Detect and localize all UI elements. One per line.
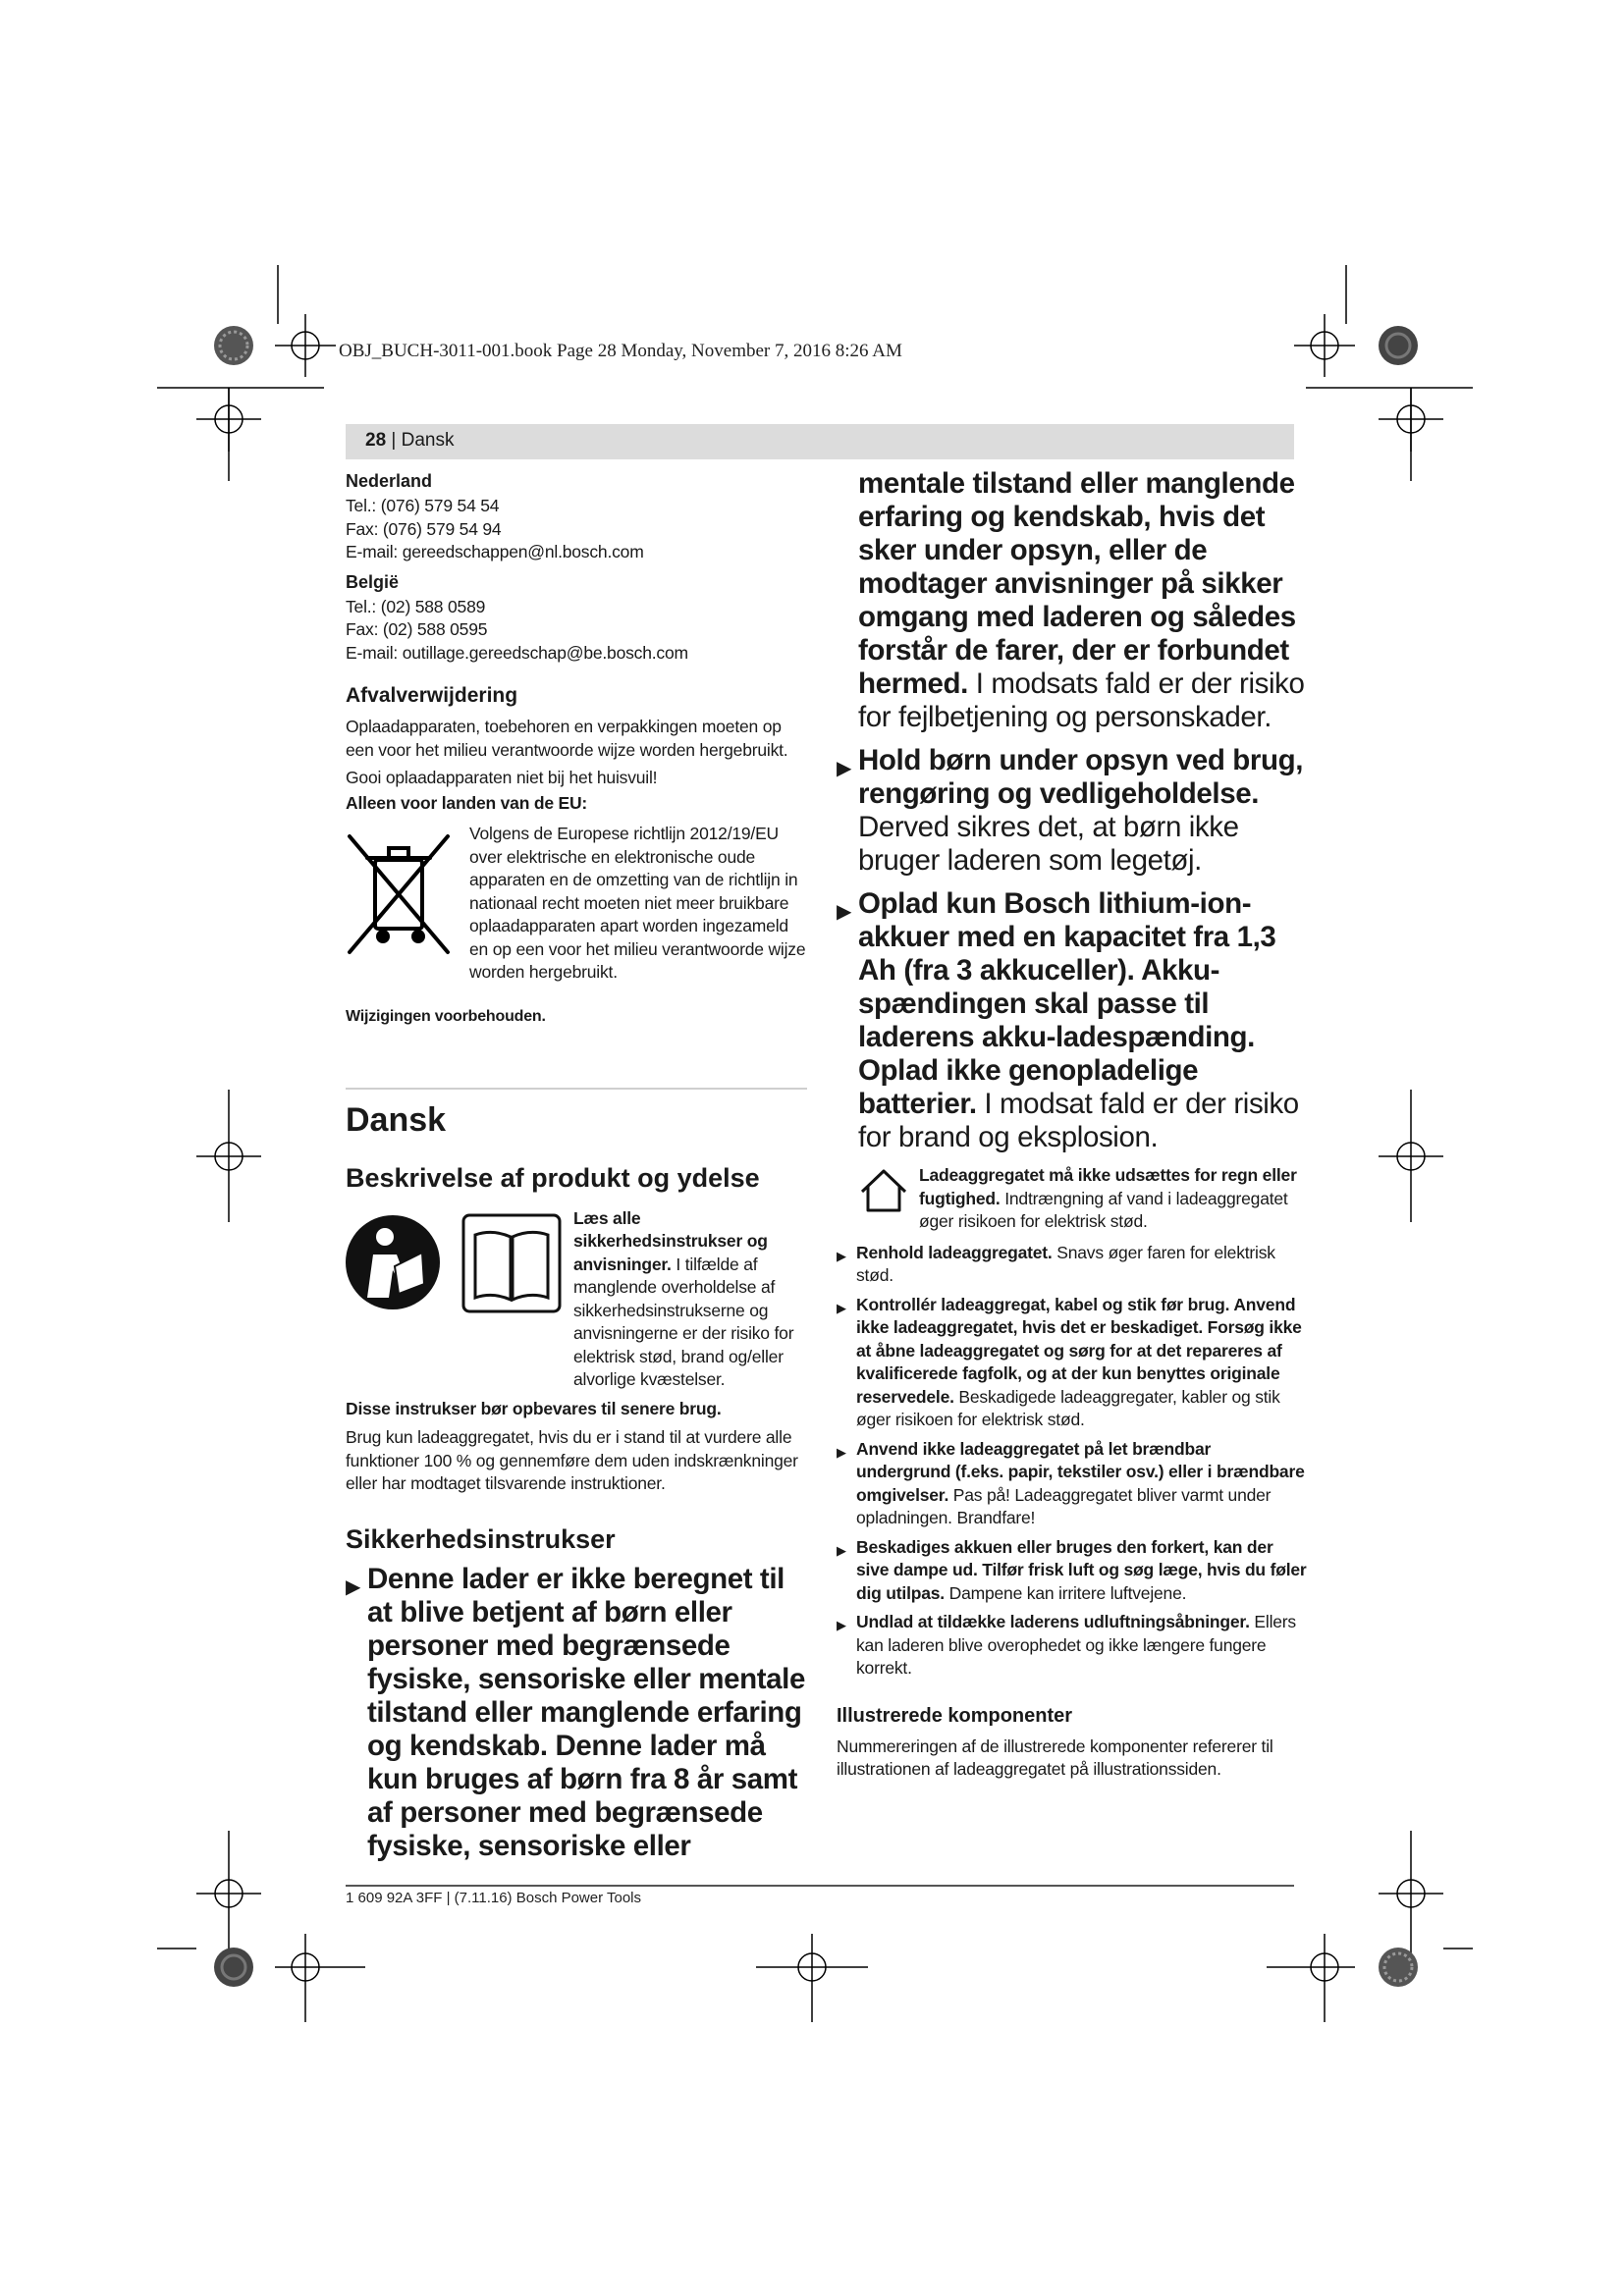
right-column (837, 467, 1308, 1782)
bullet-oplad (837, 887, 1308, 1154)
nl-fax: Fax: (076) 579 54 94 (346, 518, 502, 539)
eu-heading: Alleen voor landen van de EU: (346, 792, 588, 813)
eu-directive-text: Volgens de Europese richtlijn 2012/19/EU over elektrische en elektronische oude apparaten en de omzetting van de richtlijn in nationaal recht moeten niet meer bruikbare oplaadapparaten apart worden ingezameld en op een voor het milieu verantwoorde wijze worden hergebruikt. (469, 824, 806, 982)
file-slug: OBJ_BUCH-3011-001.book Page 28 Monday, November 7, 2016 8:26 AM (339, 341, 902, 361)
safety-notice (346, 1207, 807, 1392)
disse-instrukser: Disse instrukser bør opbevares til senere brug. (346, 1398, 722, 1418)
be-fax: Fax: (02) 588 0595 (346, 619, 488, 639)
besk-text: Dampene kan irritere luftvejene. (944, 1582, 1187, 1603)
illustrerede-heading: Illustrerede komponenter (837, 1704, 1073, 1727)
header-language: Dansk (401, 430, 455, 451)
nl-title: Nederland (346, 471, 433, 491)
undlad-text: Ellers kan laderen blive overophedet og ikke længere fungere korrekt. (856, 1612, 1296, 1678)
bullet-arrow-icon: ▶ (837, 1300, 846, 1315)
afval-p1: Oplaadapparaten, toebehoren en verpakkingen moeten op een voor het milieu verantwoorde wijze worden hergebruikt. (346, 717, 788, 760)
be-email: E-mail: outillage.gereedschap@be.bosch.com (346, 642, 688, 663)
bullet-beskadiges (837, 1536, 1308, 1606)
regn-text: Indtrængning af vand i ladeaggregatet øger risikoen for elektrisk stød. (919, 1188, 1288, 1231)
afval-p2: Gooi oplaadapparaten niet bij het huisvuil! (346, 768, 658, 787)
undlad-bold: Undlad at tildække laderens udluftningsåbninger. (856, 1612, 1250, 1631)
indoor-only-notice (837, 1164, 1308, 1234)
be-title: België (346, 571, 400, 592)
indoor-house-icon (858, 1168, 909, 1213)
besk-bold: Beskadiges akkuen eller bruges den forkert, kan der sive dampe ud. Tilfør frisk luft og søg læge, hvis du føler dig utilpas. (856, 1536, 1307, 1603)
page-header (346, 424, 1294, 459)
bullet-renhold (837, 1242, 1308, 1288)
weee-block (346, 823, 807, 988)
hold-bold: Hold børn under opsyn ved brug, rengøring og vedligeholdelse. (858, 744, 1304, 810)
cont-text: I modsats fald er der risiko for fejlbetjening og personskader. (858, 667, 1305, 733)
illustrerede-text: Nummereringen af de illustrerede komponenter refererer til illustrationen af ladeaggregatet på illustrationssiden. (837, 1735, 1273, 1779)
sikkerhed-heading: Sikkerhedsinstrukser (346, 1523, 616, 1554)
nl-tel: Tel.: (076) 579 54 54 (346, 496, 500, 515)
wijzigingen: Wijzigingen voorbehouden. (346, 1008, 546, 1025)
renhold-bold: Renhold ladeaggregatet. (856, 1242, 1053, 1262)
anvend-text: Pas på! Ladeaggregatet bliver varmt under opladningen. Brandfare! (856, 1484, 1272, 1527)
weee-bin-icon (346, 830, 454, 958)
be-tel: Tel.: (02) 588 0589 (346, 596, 486, 616)
bullet-undlad (837, 1611, 1308, 1681)
left-column (346, 469, 807, 1863)
nl-email: E-mail: gereedschappen@nl.bosch.com (346, 542, 644, 561)
beskrivelse-heading: Beskrivelse af produkt og ydelse (346, 1162, 760, 1193)
bullet-hold (837, 744, 1308, 878)
bullet-children-text: Denne lader er ikke beregnet til at blive betjent af børn eller personer med begrænsede fysiske, sensoriske eller mentale tilstand eller manglende erfaring og kendskab. Denne lader må kun bruges af børn fra 8 år samt af personer med begrænsede fysiske, sensoriske eller (367, 1562, 805, 1862)
bullet-arrow-icon: ▶ (837, 1618, 846, 1632)
bullet-anvend (837, 1438, 1308, 1530)
continued-paragraph (837, 467, 1308, 734)
read-manual-person-icon (346, 1215, 440, 1309)
oplad-bold: Oplad kun Bosch lithium-ion-akkuer med en kapacitet fra 1,3 Ah (fra 3 akkuceller). Akku-spændingen skal passe til laderens akku-ladespænding. Oplad ikke genopladelige batterier. (858, 887, 1276, 1120)
bullet-arrow-icon: ▶ (837, 758, 851, 779)
kontr-text: Beskadigede ladeaggregater, kabler og stik øger risikoen for elektrisk stød. (856, 1386, 1280, 1429)
bullet-arrow-icon: ▶ (837, 1248, 846, 1263)
kontr-bold: Kontrollér ladeaggregat, kabel og stik før brug. Anvend ikke ladeaggregatet, hvis det er beskadiget. Forsøg ikke at åbne ladeaggregatet og sørg for at det repareres af kvalificerede fagfolk, og at der kun benyttes originale reservedele. (856, 1294, 1302, 1407)
laes-bold: Læs alle sikkerhedsinstrukser og anvisninger. (573, 1207, 768, 1274)
hold-text: Derved sikres det, at børn ikke bruger laderen som legetøj. (858, 811, 1239, 877)
page-header-text (365, 430, 455, 452)
bullet-arrow-icon: ▶ (837, 901, 851, 923)
regn-bold: Ladeaggregatet må ikke udsættes for regn eller fugtighed. (919, 1165, 1297, 1208)
footer-text: 1 609 92A 3FF | (7.11.16) Bosch Power Tools (346, 1890, 642, 1906)
open-book-icon (463, 1215, 560, 1311)
laes-text: I tilfælde af manglende overholdelse af sikkerhedsinstrukserne og anvisningerne er der risiko for elektrisk stød, brand og/eller alvorlige kvæstelser. (573, 1254, 794, 1389)
page-number: 28 (365, 430, 387, 451)
header-separator: | (386, 430, 402, 451)
bullet-arrow-icon: ▶ (346, 1575, 360, 1598)
section-rule (346, 1088, 807, 1090)
afval-heading: Afvalverwijdering (346, 684, 518, 707)
cont-bold: mentale tilstand eller manglende erfaring og kendskab, hvis det sker under opsyn, eller de modtager anvisninger på sikker omgang med laderen og således forstår de farer, der er forbundet hermed. (858, 467, 1296, 700)
anvend-bold: Anvend ikke ladeaggregatet på let brændbar undergrund (f.eks. papir, tekstiler osv.) eller i brændbare omgivelser. (856, 1438, 1305, 1505)
read-manual-icons (346, 1211, 564, 1317)
laes-paragraph (573, 1207, 807, 1392)
brug-paragraph: Brug kun ladeaggregatet, hvis du er i stand til at vurdere alle funktioner 100 % og gennemføre dem uden indskrænkninger eller har modtaget tilsvarende instruktioner. (346, 1427, 798, 1493)
bullet-arrow-icon: ▶ (837, 1444, 846, 1460)
oplad-text: I modsat fald er der risiko for brand og eksplosion. (858, 1088, 1299, 1153)
bullet-children (346, 1563, 807, 1863)
footer-rule (346, 1885, 1294, 1887)
renhold-text: Snavs øger faren for elektrisk stød. (856, 1242, 1275, 1285)
bullet-kontroller (837, 1294, 1308, 1432)
dansk-heading: Dansk (346, 1100, 447, 1139)
bullet-arrow-icon: ▶ (837, 1542, 846, 1558)
